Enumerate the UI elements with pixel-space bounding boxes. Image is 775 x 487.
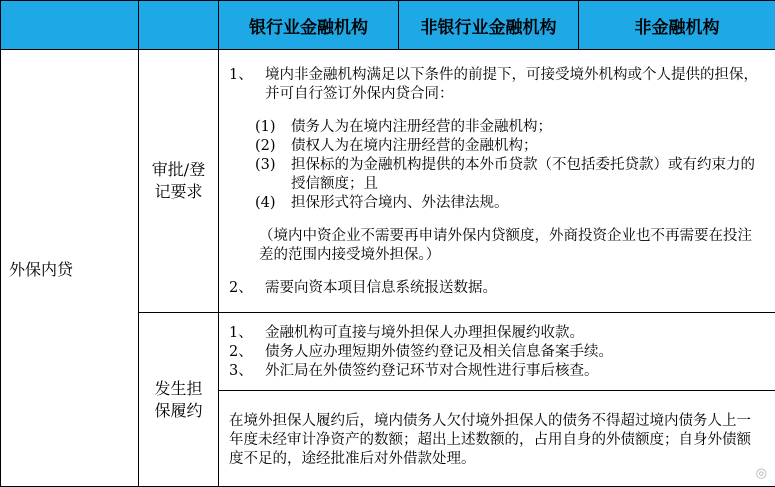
performance-item-2 [229, 343, 765, 362]
approval-label [139, 50, 219, 313]
condition-3 [229, 156, 765, 194]
approval-item-2-text: 需要向资本项目信息系统报送数据。 [265, 280, 497, 296]
approval-item-1 [229, 66, 765, 104]
condition-1-text: 债务人为在境内注册经营的非金融机构； [291, 119, 552, 135]
performance-item-1 [229, 324, 765, 343]
performance-item-2-num: 2、 [229, 344, 253, 360]
approval-item-2 [229, 279, 765, 298]
condition-4-text: 担保形式符合境内、外法律法规。 [291, 195, 509, 211]
performance-paragraph-cell [219, 391, 775, 487]
approval-item-1-num: 1、 [229, 67, 253, 83]
performance-item-2-text: 债务人应办理短期外债签约登记及相关信息备案手续。 [265, 344, 613, 360]
performance-item-3-num: 3、 [229, 363, 253, 379]
approval-item-2-num: 2、 [229, 280, 253, 296]
approval-content [219, 50, 775, 313]
header-nonbank-institutions: 非银行业金融机构 [399, 1, 579, 50]
performance-items [219, 313, 775, 391]
condition-1-num: (1) [255, 119, 276, 135]
header-bank-institutions: 银行业金融机构 [219, 1, 399, 50]
performance-item-3-text: 外汇局在外债签约登记环节对合规性进行事后核查。 [265, 363, 599, 379]
header-nonfinancial-institutions: 非金融机构 [579, 1, 775, 50]
performance-item-1-num: 1、 [229, 325, 253, 341]
condition-4-num: (4) [255, 195, 276, 211]
row-label-foreign-guarantee-domestic-loan: 外保内贷 [1, 50, 139, 487]
condition-2-num: (2) [255, 138, 276, 154]
approval-label-text: 审批/登记要求 [151, 160, 206, 201]
approval-item-1-text: 境内非金融机构满足以下条件的前提下，可接受境外机构或个人提供的担保，并可自行签订外保内贷合同： [265, 67, 758, 102]
condition-3-text: 担保标的为金融机构提供的本外币贷款（不包括委托贷款）或有约束力的授信额度；且 [291, 157, 755, 192]
condition-3-num: (3) [255, 157, 276, 173]
watermark [756, 466, 767, 481]
condition-2 [229, 137, 765, 156]
performance-item-3 [229, 362, 765, 381]
performance-label-text: 发生担保履约 [154, 378, 203, 420]
condition-1 [229, 118, 765, 137]
performance-item-1-text: 金融机构可直接与境外担保人办理担保履约收款。 [265, 325, 584, 341]
performance-label [139, 313, 219, 487]
performance-paragraph: 在境外担保人履约后，境内债务人欠付境外担保人的债务不得超过境内债务人上一年度未经审计净资产的数额；超出上述数额的，占用自身的外债额度；自身外债额度不足的，途经批准后对外借款处理。 [229, 413, 751, 467]
condition-2-text: 债权人为在境内注册经营的金融机构； [291, 138, 538, 154]
header-empty-cell-2 [139, 1, 219, 50]
condition-4 [229, 194, 765, 213]
header-empty-cell-1 [1, 1, 139, 50]
approval-note: （境内中资企业不需要再申请外保内贷额度，外商投资企业也不再需要在投注差的范围内接受境外担保。） [259, 228, 752, 263]
watermark-logo-icon: ◎ [755, 466, 767, 481]
